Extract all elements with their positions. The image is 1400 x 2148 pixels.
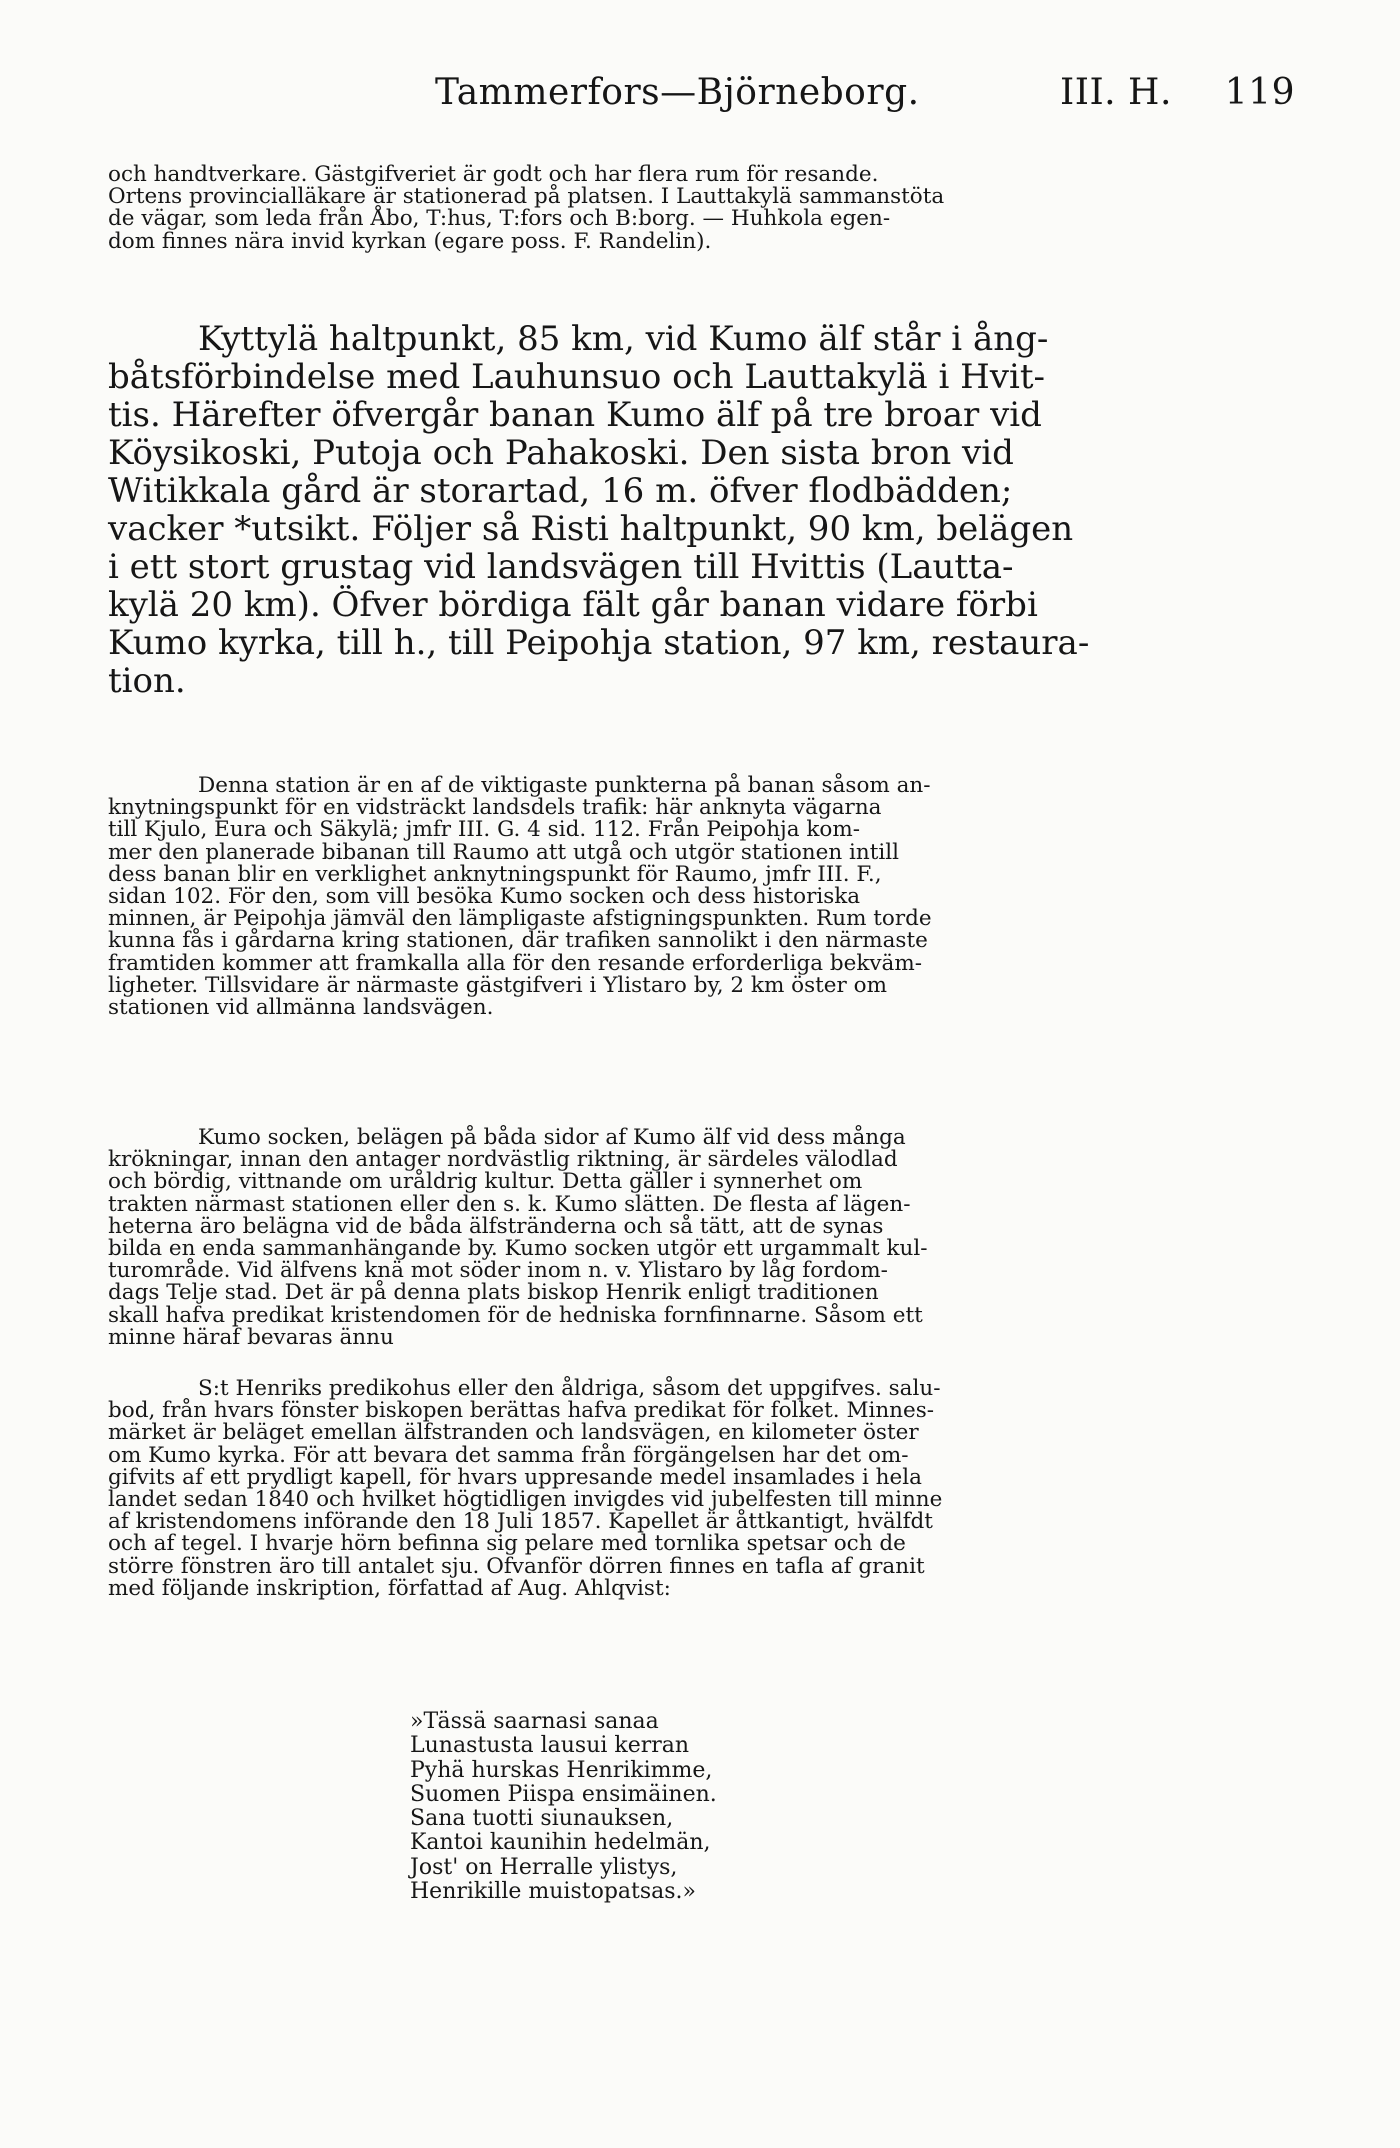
text-line: de vägar, som leda från Åbo, T:hus, T:fors och B:borg. — Huhkola egen- [108,206,891,232]
text-line: stationen vid allmänna landsvägen. [108,995,494,1021]
text-line: Köysikoski, Putoja och Pahakoski. Den sista bron vid [108,433,1014,473]
text-line: landet sedan 1840 och hvilket högtidligen invigdes vid jubelfesten till minne [108,1487,943,1513]
text-line: turområde. Vid älfvens knä mot söder inom n. v. Ylistaro by låg fordom- [108,1258,888,1284]
text-line: kunna fås i gårdarna kring stationen, där trafiken sannolikt i den närmaste [108,928,928,954]
intro-paragraph [108,164,1293,253]
text-line: framtiden kommer att framkalla alla för den resande erforderliga bekväm- [108,950,922,976]
text-line: S:t Henriks predikohus eller den åldriga, såsom det uppgifves. salu- [198,1376,941,1401]
text-line: minne häraf bevaras ännu [108,1324,394,1350]
text-line: Kyttylä haltpunkt, 85 km, vid Kumo älf står i ång- [198,319,1049,359]
text-line: märket är beläget emellan älfstranden och landsvägen, en kilometer öster [108,1420,919,1446]
text-line: och bördig, vittnande om uråldrig kultur. Detta gäller i synnerhet om [108,1169,863,1195]
poem-line: Jost' on Herralle ylistys, [410,1854,678,1880]
poem-line: Lunastusta lausui kerran [410,1733,690,1759]
header-section: III. H. [1060,72,1172,113]
text-line: till Kjulo, Eura och Säkylä; jmfr III. G. 4 sid. 112. Från Peipohja kom- [108,817,860,843]
text-line: ligheter. Tillsvidare är närmaste gästgifveri i Ylistaro by, 2 km öster om [108,972,887,998]
inscription-poem [410,1710,717,1904]
text-line: och handtverkare. Gästgifveriet är godt och har flera rum för resande. [108,162,879,187]
text-line: Ortens provincialläkare är stationerad på platsen. I Lauttakylä sammanstöta [108,184,945,210]
poem-line: Suomen Piispa ensimäinen. [410,1781,717,1807]
poem-line: Kantoi kaunihin hedelmän, [410,1830,711,1856]
predikohus-paragraph [108,1378,1293,1600]
text-line: heterna äro belägna vid de båda älfstränderna och så tätt, att de synas [108,1213,884,1239]
poem-line: Sana tuotti siunauksen, [410,1806,674,1832]
text-line: Denna station är en af de viktigaste punkterna på banan såsom an- [198,773,931,798]
text-line: sidan 102. För den, som vill besöka Kumo socken och dess historiska [108,884,861,910]
text-line: större fönstren äro till antalet sju. Ofvanför dörren finnes en tafla af granit [108,1553,925,1579]
text-line: kylä 20 km). Öfver bördiga fält går banan vidare förbi [108,585,1038,625]
text-line: trakten närmast stationen eller den s. k. Kumo slätten. De flesta af lägen- [108,1191,911,1217]
text-line: om Kumo kyrka. För att bevara det samma från förgängelsen har det om- [108,1442,909,1468]
text-line: knytningspunkt för en vidsträckt landsdels trafik: här anknyta vägarna [108,795,882,821]
header-title: Tammerfors—Björneborg. [435,72,920,113]
page-number: 119 [1224,72,1295,113]
text-line: och af tegel. I hvarje hörn befinna sig pelare med tornlika spetsar och de [108,1531,906,1557]
text-line: båtsförbindelse med Lauhunsuo och Lauttakylä i Hvit- [108,357,1046,397]
text-line: af kristendomens införande den 18 Juli 1857. Kapellet är åttkantigt, hvälfdt [108,1509,933,1535]
text-line: Witikkala gård är storartad, 16 m. öfver flodbädden; [108,471,1013,511]
text-line: med följande inskription, författad af Aug. Ahlqvist: [108,1575,671,1601]
text-line: gifvits af ett prydligt kapell, för hvars uppresande medel insamlades i hela [108,1464,922,1490]
text-line: bod, från hvars fönster biskopen berättas hafva predikat för folket. Minnes- [108,1398,935,1424]
poem-line: »Tässä saarnasi sanaa [410,1709,659,1734]
main-paragraph [108,320,1293,700]
text-line: dags Telje stad. Det är på denna plats biskop Henrik enligt traditionen [108,1280,879,1306]
text-line: dom finnes nära invid kyrkan (egare poss. F. Randelin). [108,228,712,254]
station-paragraph [108,775,1293,1019]
text-line: skall hafva predikat kristendomen för de hedniska fornfinnarne. Såsom ett [108,1302,923,1328]
text-line: krökningar, innan den antager nordvästlig riktning, är särdeles välodlad [108,1147,898,1173]
text-line: Kumo socken, belägen på båda sidor af Kumo älf vid dess många [198,1125,906,1150]
kumo-socken-paragraph [108,1127,1293,1349]
text-line: tis. Härefter öfvergår banan Kumo älf på tre broar vid [108,395,1042,435]
text-line: Kumo kyrka, till h., till Peipohja station, 97 km, restaura- [108,623,1090,663]
text-line: bilda en enda sammanhängande by. Kumo socken utgör ett urgammalt kul- [108,1236,928,1262]
text-line: dess banan blir en verklighet anknytningspunkt för Raumo, jmfr III. F., [108,861,882,887]
text-line: minnen, är Peipohja jämväl den lämpligaste afstigningspunkten. Rum torde [108,906,932,932]
text-line: vacker *utsikt. Följer så Risti haltpunkt, 90 km, belägen [108,509,1074,549]
text-line: i ett stort grustag vid landsvägen till Hvittis (Lautta- [108,547,1014,587]
poem-line: Henrikille muistopatsas.» [410,1879,697,1905]
text-line: mer den planerade bibanan till Raumo att utgå och utgör stationen intill [108,839,900,865]
text-line: tion. [108,661,186,701]
poem-line: Pyhä hurskas Henrikimme, [410,1757,713,1783]
